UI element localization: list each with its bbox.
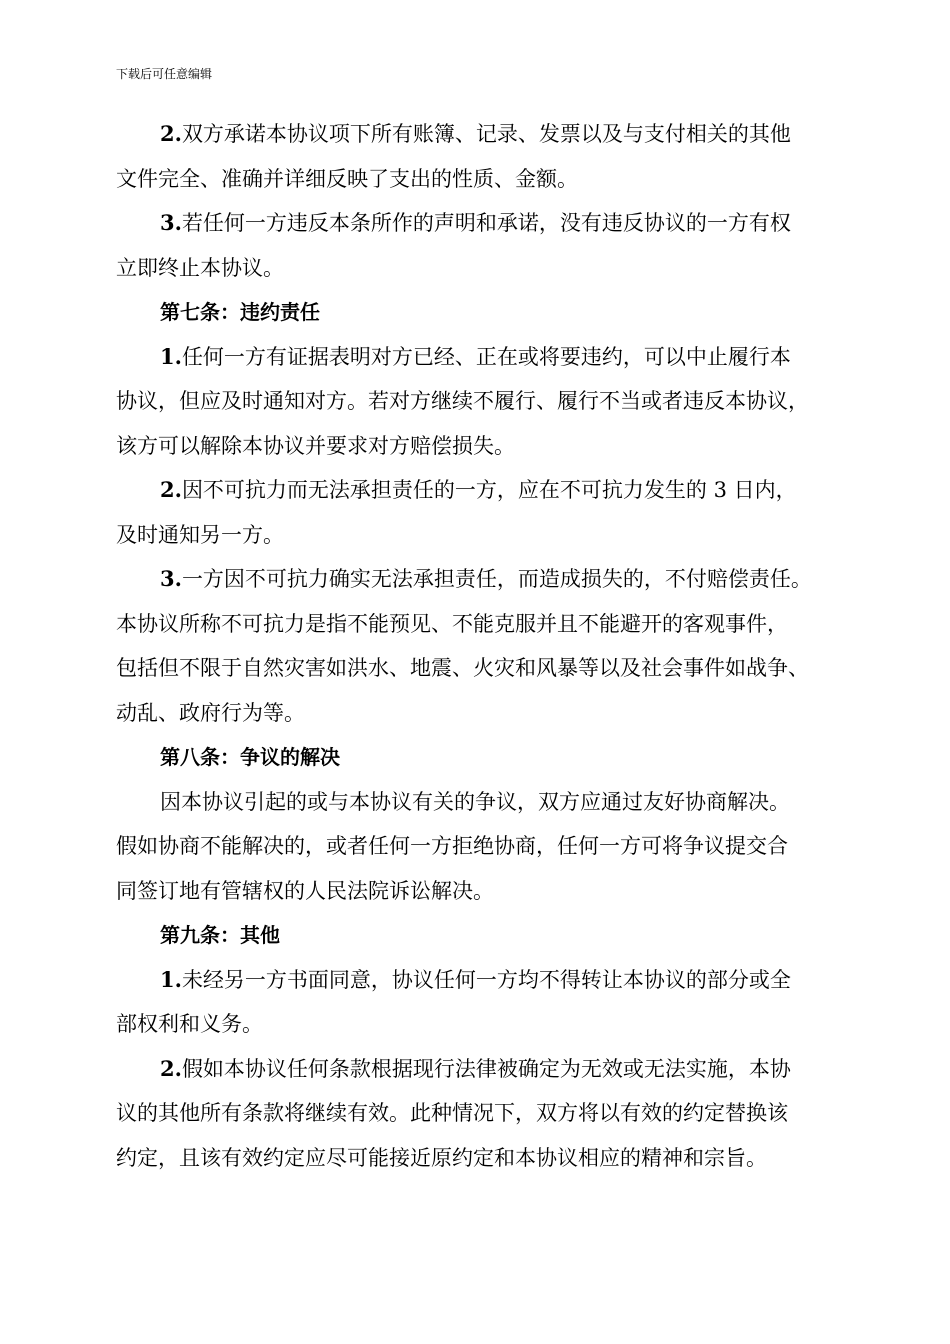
text-line	[116, 869, 856, 914]
line-text: 未经另一方书面同意，协议任何一方均不得转让本协议的部分或全	[181, 967, 791, 992]
header-note: 下载后可任意编辑	[116, 67, 213, 81]
line-text: 假如协商不能解决的，或者任何一方拒绝协商，任何一方可将争议提交合	[116, 834, 788, 858]
line-text: 一方因不可抗力确实无法承担责任，而造成损失的，不付赔偿责任。	[181, 567, 812, 591]
line-text: 同签订地有管辖权的人民法院诉讼解决。	[116, 878, 494, 903]
text-line	[116, 691, 856, 736]
text-line	[116, 1091, 856, 1136]
item-number: 2.	[160, 477, 182, 502]
text-line	[116, 424, 856, 469]
line-text: 文件完全、准确并详细反映了支出的性质、金额。	[116, 166, 578, 191]
line-text: 因不可抗力而无法承担责任的一方，应在不可抗力发生的 3 日内，	[181, 478, 797, 502]
text-line	[116, 958, 856, 1003]
line-text: 任何一方有证据表明对方已经、正在或将要违约，可以中止履行本	[181, 344, 791, 369]
text-line	[116, 1136, 856, 1181]
line-text: 约定，且该有效约定应尽可能接近原约定和本协议相应的精神和宗旨。	[116, 1145, 767, 1170]
section-heading: 第九条：其他	[160, 923, 280, 947]
section-heading: 第八条：争议的解决	[160, 745, 340, 769]
text-line	[116, 1047, 856, 1092]
item-number: 1.	[160, 966, 182, 992]
line-text: 协议，但应及时通知对方。若对方继续不履行、履行不当或者违反本协议，	[116, 389, 809, 413]
document-body	[116, 112, 856, 1180]
text-line	[116, 1002, 856, 1047]
text-line	[116, 602, 856, 647]
line-text: 立即终止本协议。	[116, 255, 284, 280]
text-line	[116, 112, 856, 157]
text-line	[116, 468, 856, 513]
line-text: 若任何一方违反本条所作的声明和承诺，没有违反协议的一方有权	[181, 211, 791, 235]
item-number: 3.	[160, 566, 182, 591]
text-line	[116, 379, 856, 424]
item-number: 1.	[160, 343, 182, 369]
line-text: 该方可以解除本协议并要求对方赔偿损失。	[116, 433, 515, 458]
line-text: 因本协议引起的或与本协议有关的争议，双方应通过友好协商解决。	[160, 789, 790, 814]
item-number: 3.	[160, 210, 182, 235]
section-heading: 第七条：违约责任	[160, 300, 320, 324]
item-number: 2.	[160, 121, 182, 146]
line-text: 双方承诺本协议项下所有账簿、记录、发票以及与支付相关的其他	[181, 122, 791, 146]
text-line	[116, 335, 856, 380]
text-line	[116, 157, 856, 202]
text-line	[116, 201, 856, 246]
text-line	[116, 246, 856, 291]
line-text: 动乱、政府行为等。	[116, 700, 305, 725]
text-line	[116, 557, 856, 602]
line-text: 及时通知另一方。	[116, 522, 284, 547]
text-line	[116, 824, 856, 869]
text-line	[116, 513, 856, 558]
text-line	[116, 780, 856, 825]
item-number: 2.	[160, 1055, 182, 1081]
line-text: 假如本协议任何条款根据现行法律被确定为无效或无法实施，本协	[181, 1056, 791, 1081]
line-text: 包括但不限于自然灾害如洪水、地震、火灾和风暴等以及社会事件如战争、	[116, 656, 809, 680]
line-text: 本协议所称不可抗力是指不能预见、不能克服并且不能避开的客观事件，	[116, 611, 788, 636]
line-text: 部权利和义务。	[116, 1012, 263, 1036]
line-text: 议的其他所有条款将继续有效。此种情况下，双方将以有效的约定替换该	[116, 1101, 788, 1125]
text-line	[116, 646, 856, 691]
